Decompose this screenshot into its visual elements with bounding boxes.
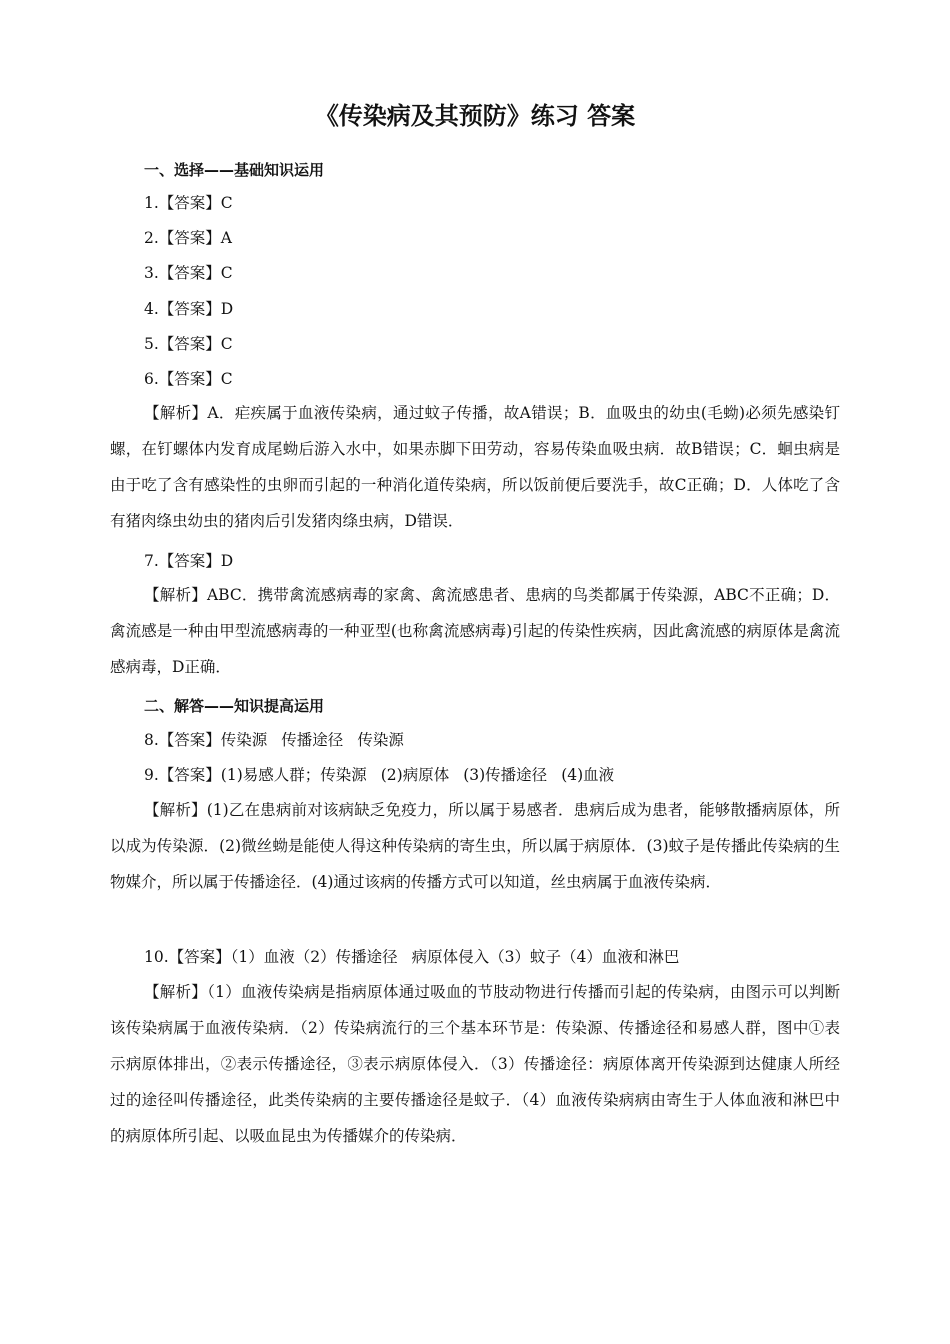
answer-8-part-1: 8.【答案】传染源: [144, 731, 268, 749]
document-title: 《传染病及其预防》练习 答案: [314, 102, 636, 130]
answer-6: 6.【答案】C: [144, 370, 233, 388]
answer-9-part-1: 9.【答案】(1)易感人群；传染源: [144, 766, 367, 784]
answer-8-part-2: 传播途径: [281, 731, 344, 749]
answer-10-part-4: （3）蚊子: [489, 948, 562, 966]
explanation-10: 【解析】（1）血液传染病是指病原体通过吸血的节肢动物进行传播而引起的传染病，由图示可以判断该传染病属于血液传染病．（2）传染病流行的三个基本环节是：传染源、传播途径和易感人群，图中①表示病原体排出，②表示传播途径，③表示病原体侵入．（3）传播途径：病原体离开传染源到达健康人所经过的途径叫传播途径，此类传染病的主要传播途径是蚊子．（4）血液传染病病由寄生于人体血液和淋巴中的病原体所引起、以吸血昆虫为传播媒介的传染病．: [110, 983, 840, 1145]
answer-3: 3.【答案】C: [144, 264, 233, 282]
explanation-6: 【解析】A．疟疾属于血液传染病，通过蚊子传播，故A错误；B．血吸虫的幼虫(毛蚴)必须先感染钉螺，在钉螺体内发育成尾蚴后游入水中，如果赤脚下田劳动，容易传染血吸虫病．故B错误；C．蛔虫病是由于吃了含有感染性的虫卵而引起的一种消化道传染病，所以饭前便后要洗手，故C正确；D．人体吃了含有猪肉绦虫幼虫的猪肉后引发猪肉绦虫病，D错误．: [110, 404, 840, 530]
answer-1: 1.【答案】C: [144, 194, 233, 212]
answer-10: [144, 946, 679, 968]
answer-4: 4.【答案】D: [144, 300, 234, 318]
section-2-heading: 二、解答——知识提高运用: [144, 697, 325, 715]
answer-8: [144, 729, 404, 751]
answer-10-part-5: （4）血液和淋巴: [561, 948, 680, 966]
answer-9-part-2: (2)病原体: [380, 766, 450, 784]
answer-8-part-3: 传染源: [357, 731, 404, 749]
section-1-heading: 一、选择——基础知识运用: [144, 161, 325, 179]
answer-5: 5.【答案】C: [144, 335, 233, 353]
answer-9-part-4: (4)血液: [561, 766, 615, 784]
answer-9-part-3: (3)传播途径: [463, 766, 548, 784]
answer-2: 2.【答案】A: [144, 229, 232, 247]
answer-9: [144, 764, 614, 786]
explanation-7: 【解析】ABC．携带禽流感病毒的家禽、禽流感患者、患病的鸟类都属于传染源，ABC不正确；D．禽流感是一种由甲型流感病毒的一种亚型(也称禽流感病毒)引起的传染性疾病，因此禽流感的病原体是禽流感病毒，D正确．: [110, 586, 840, 676]
answer-10-part-1: 10.【答案】（1）血液: [144, 948, 295, 966]
answer-10-part-3: 病原体侵入: [411, 948, 490, 966]
explanation-9: 【解析】(1)乙在患病前对该病缺乏免疫力，所以属于易感者．患病后成为患者，能够散播病原体，所以成为传染源．(2)微丝蚴是能使人得这种传染病的寄生虫，所以属于病原体．(3)蚊子是传播此传染病的生物媒介，所以属于传播途径．(4)通过该病的传播方式可以知道，丝虫病属于血液传染病．: [110, 801, 840, 891]
answer-10-part-2: （2）传播途径: [294, 948, 398, 966]
answer-7: 7.【答案】D: [144, 552, 234, 570]
